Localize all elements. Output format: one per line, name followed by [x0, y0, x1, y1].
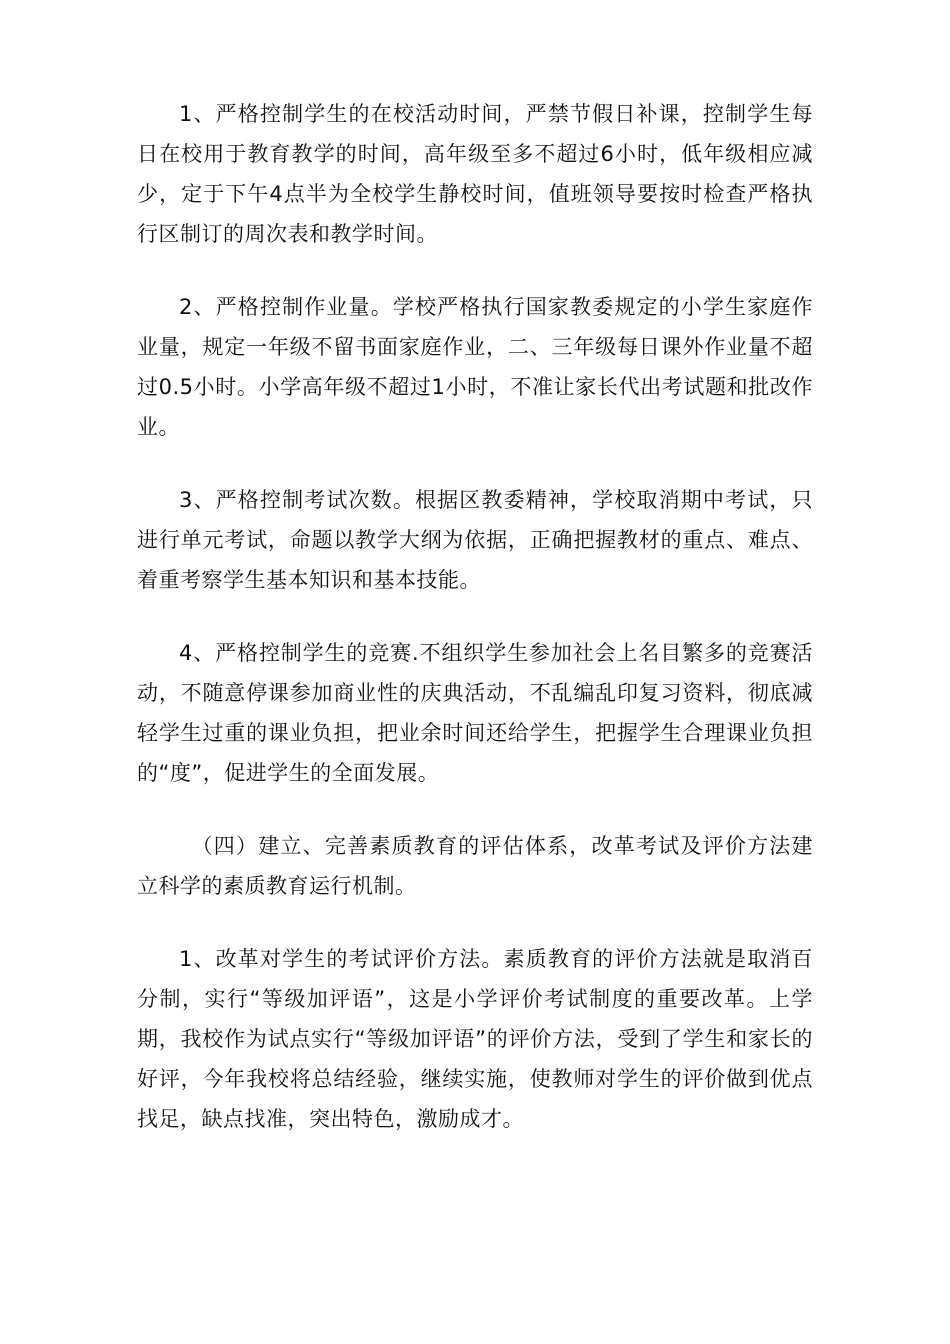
- document-page: [137, 94, 813, 1172]
- paragraph-control-homework: 2、严格控制作业量。学校严格执行国家教委规定的小学生家庭作业量，规定一年级不留书面家庭作业，二、三年级每日课外作业量不超过0.5小时。小学高年级不超过1小时，不准让家长代出考试题和批改作业。: [137, 295, 813, 439]
- paragraph-control-exams: 3、严格控制考试次数。根据区教委精神，学校取消期中考试，只进行单元考试，命题以教学大纲为依据，正确把握教材的重点、难点、着重考察学生基本知识和基本技能。: [137, 488, 813, 592]
- paragraph-control-competitions: 4、严格控制学生的竞赛.不组织学生参加社会上名目繁多的竞赛活动，不随意停课参加商业性的庆典活动，不乱编乱印复习资料，彻底减轻学生过重的课业负担，把业余时间还给学生，把握学生合理课业负担的“度”，促进学生的全面发展。: [137, 641, 813, 785]
- section-heading-evaluation-system: （四）建立、完善素质教育的评估体系，改革考试及评价方法建立科学的素质教育运行机制。: [137, 834, 813, 898]
- paragraph-control-school-time: 1、严格控制学生的在校活动时间，严禁节假日补课，控制学生每日在校用于教育教学的时间，高年级至多不超过6小时，低年级相应减少，定于下午4点半为全校学生静校时间，值班领导要按时检查严格执行区制订的周次表和教学时间。: [137, 102, 813, 246]
- paragraph-reform-evaluation: 1、改革对学生的考试评价方法。素质教育的评价方法就是取消百分制，实行“等级加评语”，这是小学评价考试制度的重要改革。上学期，我校作为试点实行“等级加评语”的评价方法，受到了学生和家长的好评，今年我校将总结经验，继续实施，使教师对学生的评价做到优点找足，缺点找准，突出特色，激励成才。: [137, 947, 813, 1131]
